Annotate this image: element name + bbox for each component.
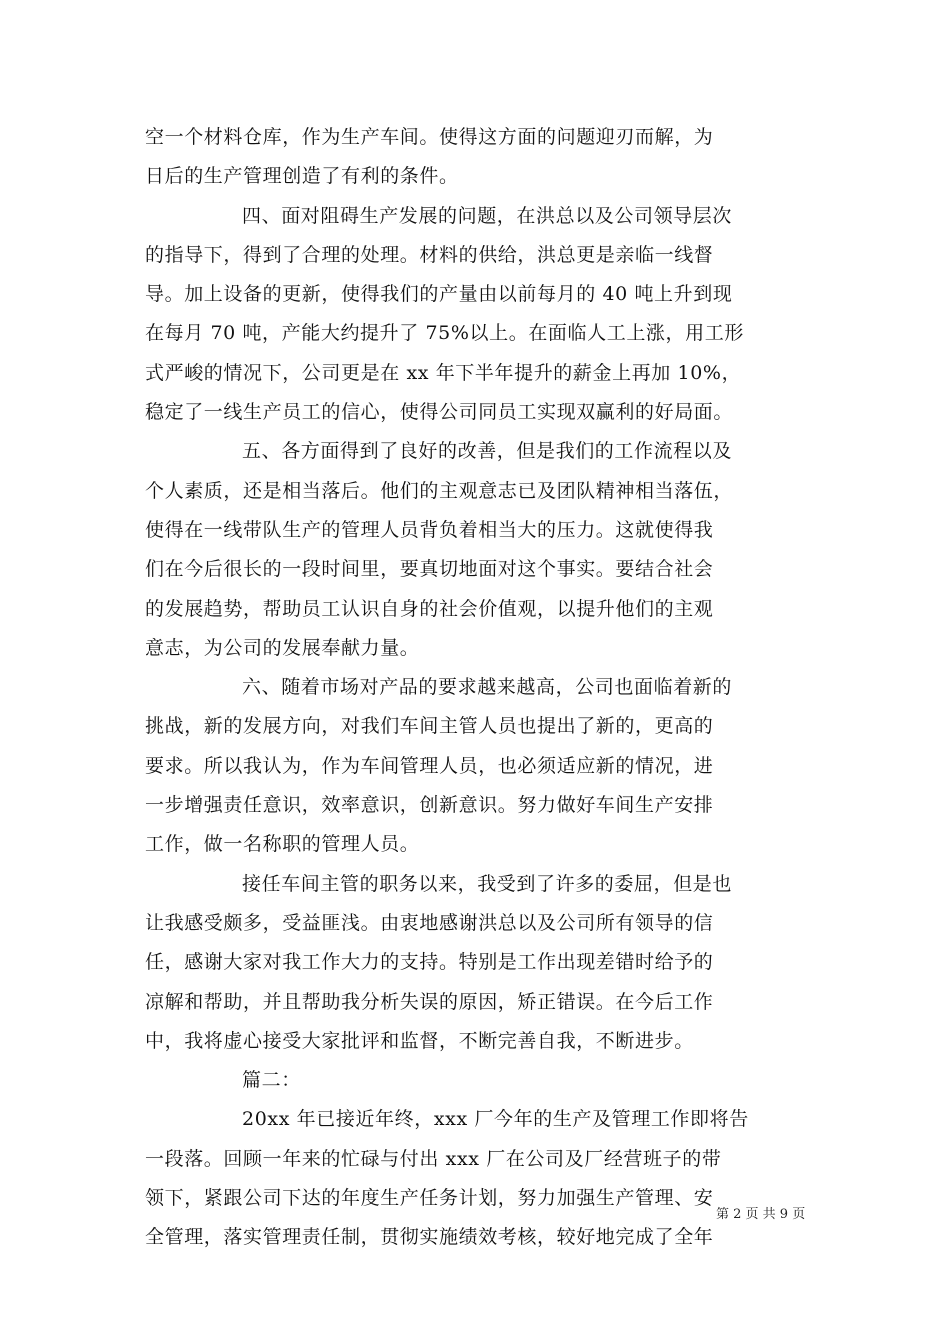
text-line: 领下，紧跟公司下达的年度生产任务计划，努力加强生产管理、安 [145, 1187, 714, 1210]
text-line: 意志，为公司的发展奉献力量。 [145, 636, 420, 659]
text-line: 们在今后很长的一段时间里，要真切地面对这个事实。要结合社会 [145, 558, 714, 581]
document-body [145, 118, 810, 1258]
text-line: 的发展趋势，帮助员工认识自身的社会价值观，以提升他们的主观 [145, 597, 714, 620]
text-line: 凉解和帮助，并且帮助我分析失误的原因，矫正错误。在今后工作 [145, 990, 714, 1013]
text-line: 个人素质，还是相当落后。他们的主观意志已及团队精神相当落伍， [145, 479, 734, 502]
text-line: 空一个材料仓库，作为生产车间。使得这方面的问题迎刃而解，为 [145, 126, 714, 148]
text-line: 在每月 70 吨，产能大约提升了 75%以上。在面临人工上涨，用工形 [145, 322, 744, 345]
text-line: 接任车间主管的职务以来，我受到了许多的委屈，但是也 [242, 872, 733, 895]
text-line: 四、面对阻碍生产发展的问题，在洪总以及公司领导层次 [242, 204, 733, 227]
text-line: 全管理，落实管理责任制，贯彻实施绩效考核，较好地完成了全年 [145, 1226, 714, 1249]
text-line: 中，我将虚心接受大家批评和监督，不断完善自我，不断进步。 [145, 1029, 694, 1052]
text-line: 让我感受颇多，受益匪浅。由衷地感谢洪总以及公司所有领导的信 [145, 911, 714, 934]
text-line: 挑战，新的发展方向，对我们车间主管人员也提出了新的，更高的 [145, 715, 714, 738]
text-line: 五、各方面得到了良好的改善，但是我们的工作流程以及 [242, 440, 733, 463]
text-line: 20xx 年已接近年终，xxx 厂今年的生产及管理工作即将告 [242, 1108, 749, 1131]
text-line: 篇二： [242, 1069, 301, 1092]
text-line: 导。加上设备的更新，使得我们的产量由以前每月的 40 吨上升到现 [145, 283, 733, 306]
text-line: 日后的生产管理创造了有利的条件。 [145, 165, 459, 188]
text-line: 的指导下，得到了合理的处理。材料的供给，洪总更是亲临一线督 [145, 243, 714, 266]
text-line: 稳定了一线生产员工的信心，使得公司同员工实现双赢利的好局面。 [145, 401, 734, 424]
text-line: 要求。所以我认为，作为车间管理人员，也必须适应新的情况，进 [145, 754, 714, 777]
text-line: 六、随着市场对产品的要求越来越高，公司也面临着新的 [242, 676, 733, 699]
page-number: 第 2 页 共 9 页 [716, 1207, 806, 1222]
text-line: 一步增强责任意识，效率意识，创新意识。努力做好车间生产安排 [145, 794, 714, 817]
text-line: 一段落。回顾一年来的忙碌与付出 xxx 厂在公司及厂经营班子的带 [145, 1147, 722, 1170]
text-line: 使得在一线带队生产的管理人员背负着相当大的压力。这就使得我 [145, 518, 714, 541]
text-line: 式严峻的情况下，公司更是在 xx 年下半年提升的薪金上再加 10%， [145, 361, 742, 384]
text-line: 工作，做一名称职的管理人员。 [145, 833, 420, 856]
text-line: 任，感谢大家对我工作大力的支持。特别是工作出现差错时给予的 [145, 951, 714, 974]
